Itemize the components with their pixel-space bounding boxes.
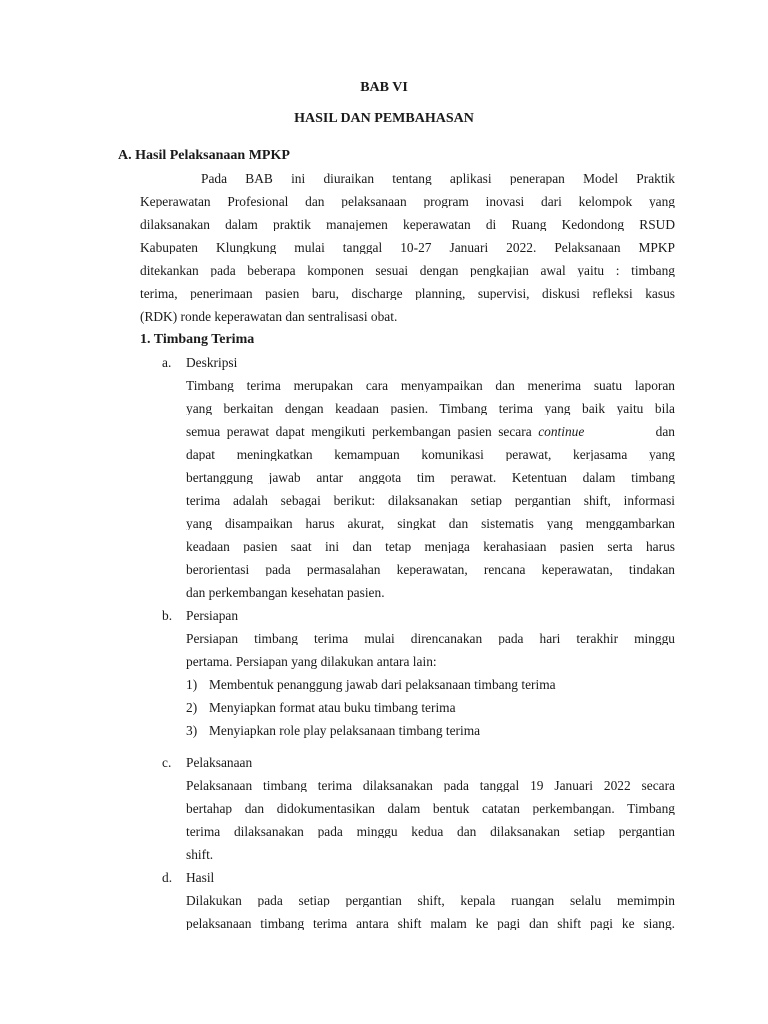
hasil-line-2: pelaksanaan timbang terima antara shift malam ke pagi dan shift pagi ke siang. — [186, 917, 675, 931]
item-a-label: Deskripsi — [186, 355, 238, 370]
deskripsi-line-3-text: semua perawat dapat mengikuti perkembangan pasien secara — [186, 424, 539, 439]
persiapan-item-2: Menyiapkan format atau buku timbang terima — [209, 700, 456, 715]
intro-line-4: Kabupaten Klungkung mulai tanggal 10-27 Januari 2022. Pelaksanaan MPKP — [140, 241, 675, 255]
deskripsi-line-6: terima adalah sebagai berikut: dilaksanakan setiap pergantian shift, informasi — [186, 494, 675, 508]
deskripsi-line-8: keadaan pasien saat ini dan tetap menjaga kerahasiaan pasien serta harus — [186, 540, 675, 554]
item-c-label: Pelaksanaan — [186, 755, 253, 770]
persiapan-item-2-num: 2) — [186, 700, 198, 715]
pelaksanaan-line-1: Pelaksanaan timbang terima dilaksanakan pada tanggal 19 Januari 2022 secara — [186, 779, 675, 793]
item-b-label: Persiapan — [186, 608, 239, 623]
deskripsi-line-3-end: dan — [655, 424, 675, 439]
item-b-marker: b. — [162, 608, 173, 623]
intro-line-3: dilaksanakan dalam praktik manajemen keperawatan di Ruang Kedondong RSUD — [140, 218, 675, 232]
persiapan-item-1-num: 1) — [186, 677, 198, 692]
item-d-marker: d. — [162, 870, 173, 885]
persiapan-item-3-num: 3) — [186, 723, 198, 738]
intro-line-5: ditekankan pada beberapa komponen sesuai dengan pengkajian awal yaitu : timbang — [140, 264, 675, 278]
deskripsi-line-3 — [186, 425, 675, 438]
section-a-heading: A. Hasil Pelaksanaan MPKP — [118, 148, 290, 163]
continue-word: continue — [538, 424, 585, 439]
subsection-1-heading: 1. Timbang Terima — [140, 332, 255, 347]
chapter-number: BAB VI — [360, 80, 408, 95]
intro-line-6: terima, penerimaan pasien baru, discharge planning, supervisi, diskusi refleksi kasus — [140, 287, 675, 301]
hasil-line-1: Dilakukan pada setiap pergantian shift, kepala ruangan selalu memimpin — [186, 894, 675, 908]
deskripsi-line-7: yang disampaikan harus akurat, singkat dan sistematis yang menggambarkan — [186, 517, 675, 531]
item-c-marker: c. — [162, 755, 172, 770]
deskripsi-line-2: yang berkaitan dengan keadaan pasien. Timbang terima yang baik yaitu bila — [186, 402, 675, 416]
item-d-label: Hasil — [186, 870, 215, 885]
pelaksanaan-line-3: terima dilaksanakan pada minggu kedua dan dilaksanakan setiap pergantian — [186, 825, 675, 839]
deskripsi-line-9: berorientasi pada permasalahan keperawatan, rencana keperawatan, tindakan — [186, 563, 675, 577]
deskripsi-line-1: Timbang terima merupakan cara menyampaikan dan menerima suatu laporan — [186, 379, 675, 393]
deskripsi-line-4: dapat meningkatkan kemampuan komunikasi perawat, kerjasama yang — [186, 448, 675, 462]
deskripsi-line-10: dan perkembangan kesehatan pasien. — [186, 585, 385, 600]
persiapan-item-3: Menyiapkan role play pelaksanaan timbang terima — [209, 723, 481, 738]
pelaksanaan-line-2: bertahap dan didokumentasikan dalam bentuk catatan perkembangan. Timbang — [186, 802, 675, 816]
pelaksanaan-line-4: shift. — [186, 847, 214, 862]
intro-line-2: Keperawatan Profesional dan pelaksanaan program inovasi dari kelompok yang — [140, 195, 675, 209]
deskripsi-line-5: bertanggung jawab antar anggota tim perawat. Ketentuan dalam timbang — [186, 471, 675, 485]
chapter-title: HASIL DAN PEMBAHASAN — [294, 111, 474, 126]
item-a-marker: a. — [162, 355, 172, 370]
persiapan-line-2: pertama. Persiapan yang dilakukan antara lain: — [186, 654, 437, 669]
intro-line-7: (RDK) ronde keperawatan dan sentralisasi obat. — [140, 309, 398, 324]
persiapan-line-1: Persiapan timbang terima mulai direncanakan pada hari terakhir minggu — [186, 632, 675, 646]
intro-line-1: Pada BAB ini diuraikan tentang aplikasi penerapan Model Praktik — [201, 172, 675, 186]
persiapan-item-1: Membentuk penanggung jawab dari pelaksanaan timbang terima — [209, 677, 556, 692]
